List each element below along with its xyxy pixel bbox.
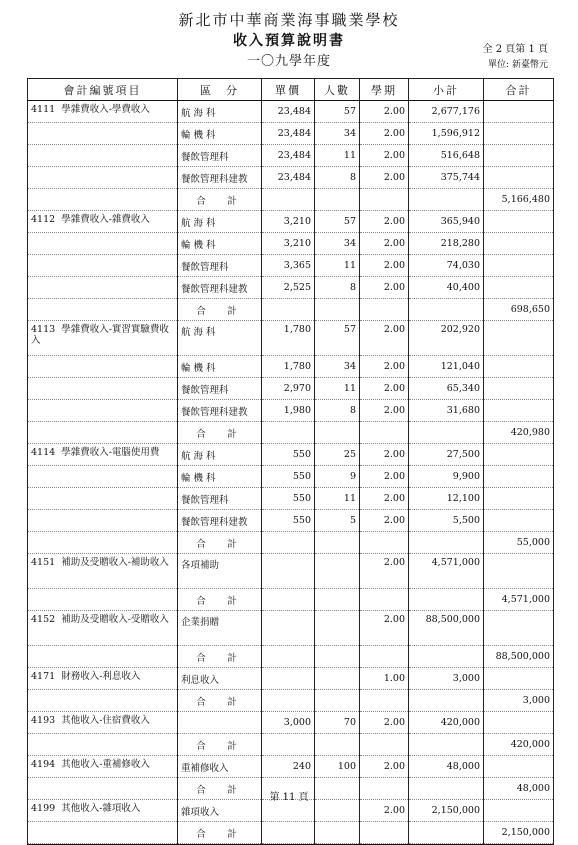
term-cell: 2.00 (360, 145, 409, 167)
subtotal-cell: 1,596,912 (409, 123, 484, 145)
subtotal-cell (409, 690, 484, 712)
total-cell: 55,000 (484, 532, 554, 554)
total-cell (484, 277, 554, 299)
term-cell: 1.00 (360, 668, 409, 690)
count-cell (315, 646, 360, 668)
item-cell (28, 277, 178, 299)
unit-price-cell (262, 299, 315, 321)
empty-filler-row (28, 844, 554, 845)
count-cell: 8 (315, 277, 360, 299)
category-cell: 重補修收入 (178, 756, 262, 778)
count-cell: 34 (315, 233, 360, 255)
item-cell (28, 233, 178, 255)
table-row (28, 255, 554, 277)
category-cell: 合 計 (178, 734, 262, 756)
term-cell: 2.00 (360, 101, 409, 123)
count-cell (315, 422, 360, 444)
unit-price-cell (262, 690, 315, 712)
table-row (28, 123, 554, 145)
term-cell (360, 734, 409, 756)
category-cell: 輪 機 科 (178, 466, 262, 488)
category-cell: 餐飲管理科 (178, 255, 262, 277)
term-cell: 2.00 (360, 233, 409, 255)
item-cell (28, 123, 178, 145)
category-cell: 合 計 (178, 646, 262, 668)
table-row (28, 277, 554, 299)
col-header-item: 會計編號項目 (28, 79, 178, 101)
item-cell (28, 466, 178, 488)
count-cell: 25 (315, 444, 360, 466)
total-cell (484, 123, 554, 145)
category-cell (178, 712, 262, 734)
col-header-unit-price: 單價 (262, 79, 315, 101)
subtotal-cell (409, 532, 484, 554)
item-cell (28, 690, 178, 712)
total-cell (484, 668, 554, 690)
count-cell (315, 734, 360, 756)
category-cell: 合 計 (178, 299, 262, 321)
category-cell: 輪 機 科 (178, 233, 262, 255)
total-cell (484, 444, 554, 466)
subtotal-cell: 365,940 (409, 211, 484, 233)
count-cell (315, 299, 360, 321)
subtotal-cell: 9,900 (409, 466, 484, 488)
summary-row (28, 822, 554, 844)
term-cell: 2.00 (360, 488, 409, 510)
count-cell: 9 (315, 466, 360, 488)
count-cell: 34 (315, 356, 360, 378)
total-cell (484, 611, 554, 646)
count-cell: 57 (315, 101, 360, 123)
unit-price-cell: 2,525 (262, 277, 315, 299)
category-cell: 企業捐贈 (178, 611, 262, 646)
unit-price-cell (262, 532, 315, 554)
item-cell (28, 532, 178, 554)
subtotal-cell: 516,648 (409, 145, 484, 167)
unit-price-cell: 550 (262, 444, 315, 466)
summary-row (28, 422, 554, 444)
unit-price-cell: 3,000 (262, 712, 315, 734)
unit-price-cell: 23,484 (262, 101, 315, 123)
total-cell (484, 101, 554, 123)
category-cell: 合 計 (178, 690, 262, 712)
term-cell (360, 299, 409, 321)
subtotal-cell: 375,744 (409, 167, 484, 189)
item-cell (28, 378, 178, 400)
total-cell (484, 554, 554, 589)
category-cell: 餐飲管理科建教 (178, 400, 262, 422)
total-cell (484, 466, 554, 488)
count-cell (315, 554, 360, 589)
summary-row (28, 189, 554, 211)
term-cell (360, 690, 409, 712)
term-cell (360, 589, 409, 611)
count-cell (315, 690, 360, 712)
subtotal-cell (409, 734, 484, 756)
summary-row (28, 646, 554, 668)
subtotal-cell: 74,030 (409, 255, 484, 277)
subtotal-cell: 40,400 (409, 277, 484, 299)
currency-unit (485, 57, 548, 70)
term-cell: 2.00 (360, 277, 409, 299)
unit-price-cell (262, 422, 315, 444)
total-cell: 5,166,480 (484, 189, 554, 211)
item-cell (28, 422, 178, 444)
unit-price-cell: 23,484 (262, 145, 315, 167)
col-header-total: 合計 (484, 79, 554, 101)
total-cell (484, 712, 554, 734)
category-cell: 餐飲管理科建教 (178, 277, 262, 299)
summary-row (28, 589, 554, 611)
item-cell (28, 589, 178, 611)
unit-price-cell (262, 822, 315, 844)
item-cell (28, 510, 178, 532)
unit-price-cell (262, 611, 315, 646)
empty-cell (484, 844, 554, 845)
category-cell: 雜項收入 (178, 800, 262, 822)
account-item: 學雜費收入-電腦使用費 (61, 447, 160, 458)
subtotal-cell (409, 189, 484, 211)
term-cell (360, 532, 409, 554)
unit-price-cell (262, 189, 315, 211)
table-row (28, 233, 554, 255)
total-cell (484, 488, 554, 510)
page-number: 第 11 頁 (269, 792, 309, 803)
unit-price-cell (262, 554, 315, 589)
item-cell (28, 756, 178, 778)
unit-price-cell: 1,980 (262, 400, 315, 422)
total-cell (484, 356, 554, 378)
subtotal-cell: 65,340 (409, 378, 484, 400)
account-code: 4113 (31, 324, 56, 335)
term-cell: 2.00 (360, 611, 409, 646)
item-cell (28, 668, 178, 690)
table-row (28, 712, 554, 734)
item-cell (28, 356, 178, 378)
term-cell: 2.00 (360, 510, 409, 532)
count-cell: 70 (315, 712, 360, 734)
school-name: 新北市中華商業海事職業學校 (178, 11, 400, 29)
item-cell (28, 444, 178, 466)
account-code: 4112 (31, 214, 56, 225)
item-cell (28, 321, 178, 356)
budget-table (27, 78, 554, 845)
category-cell: 餐飲管理科 (178, 378, 262, 400)
term-cell: 2.00 (360, 554, 409, 589)
subtotal-cell (409, 646, 484, 668)
term-cell: 2.00 (360, 400, 409, 422)
item-cell (28, 488, 178, 510)
item-cell (28, 400, 178, 422)
term-cell: 2.00 (360, 321, 409, 356)
subtotal-cell (409, 822, 484, 844)
total-cell: 420,000 (484, 734, 554, 756)
item-cell (28, 211, 178, 233)
category-cell: 餐飲管理科 (178, 488, 262, 510)
count-cell (315, 611, 360, 646)
unit-price-cell: 1,780 (262, 356, 315, 378)
subtotal-cell: 202,920 (409, 321, 484, 356)
table-body (28, 101, 554, 845)
unit-price-cell: 240 (262, 756, 315, 778)
account-code: 4114 (31, 447, 56, 458)
subtotal-cell: 121,040 (409, 356, 484, 378)
table-row (28, 211, 554, 233)
subtotal-cell: 48,000 (409, 756, 484, 778)
unit-price-cell: 550 (262, 510, 315, 532)
total-cell: 3,000 (484, 690, 554, 712)
category-cell: 輪 機 科 (178, 123, 262, 145)
empty-cell (315, 844, 360, 845)
subtotal-cell: 4,571,000 (409, 554, 484, 589)
total-cell: 698,650 (484, 299, 554, 321)
category-cell: 餐飲管理科 (178, 145, 262, 167)
count-cell: 8 (315, 167, 360, 189)
category-cell: 航 海 科 (178, 101, 262, 123)
table-header-row (28, 79, 554, 101)
table-row (28, 668, 554, 690)
subtotal-cell: 88,500,000 (409, 611, 484, 646)
term-cell: 2.00 (360, 378, 409, 400)
subtotal-cell: 12,100 (409, 488, 484, 510)
unit-price-cell (262, 734, 315, 756)
subtotal-cell (409, 299, 484, 321)
account-item: 其他收入-雜項收入 (61, 803, 141, 814)
unit-price-cell: 2,970 (262, 378, 315, 400)
document-title: 收入預算說明書 (233, 33, 345, 49)
subtotal-cell: 2,677,176 (409, 101, 484, 123)
table-row (28, 167, 554, 189)
item-cell (28, 101, 178, 123)
account-code: 4193 (31, 715, 56, 726)
table-row (28, 321, 554, 356)
item-cell (28, 611, 178, 646)
table-row (28, 756, 554, 778)
term-cell: 2.00 (360, 123, 409, 145)
col-header-term: 學期 (360, 79, 409, 101)
account-item: 補助及受贈收入-受贈收入 (61, 614, 169, 625)
term-cell: 2.00 (360, 712, 409, 734)
empty-cell (28, 844, 178, 845)
term-cell (360, 422, 409, 444)
count-cell (315, 532, 360, 554)
table-row (28, 488, 554, 510)
item-cell (28, 255, 178, 277)
term-cell: 2.00 (360, 167, 409, 189)
total-cell: 2,150,000 (484, 822, 554, 844)
currency-unit-label: 單位: (487, 60, 509, 70)
table-row (28, 554, 554, 589)
category-cell: 合 計 (178, 532, 262, 554)
subtotal-cell: 2,150,000 (409, 800, 484, 822)
count-cell (315, 189, 360, 211)
unit-price-cell: 3,210 (262, 233, 315, 255)
table-row (28, 378, 554, 400)
total-cell (484, 167, 554, 189)
account-item: 學雜費收入-學費收入 (61, 104, 150, 115)
item-cell (28, 145, 178, 167)
total-cell: 420,980 (484, 422, 554, 444)
category-cell: 各項補助 (178, 554, 262, 589)
table-row (28, 145, 554, 167)
table-row (28, 611, 554, 646)
term-cell: 2.00 (360, 444, 409, 466)
item-cell (28, 167, 178, 189)
summary-row (28, 690, 554, 712)
unit-price-cell: 23,484 (262, 167, 315, 189)
total-cell (484, 211, 554, 233)
col-header-category: 區 分 (178, 79, 262, 101)
table-row (28, 101, 554, 123)
count-cell: 57 (315, 321, 360, 356)
category-cell: 餐飲管理科建教 (178, 167, 262, 189)
category-cell: 輪 機 科 (178, 356, 262, 378)
summary-row (28, 532, 554, 554)
count-cell: 57 (315, 211, 360, 233)
empty-cell (409, 844, 484, 845)
table-row (28, 356, 554, 378)
term-cell: 2.00 (360, 800, 409, 822)
total-cell: 48,000 (484, 778, 554, 800)
count-cell: 8 (315, 400, 360, 422)
item-cell (28, 554, 178, 589)
term-cell: 2.00 (360, 466, 409, 488)
category-cell: 合 計 (178, 822, 262, 844)
item-cell (28, 299, 178, 321)
category-cell: 合 計 (178, 422, 262, 444)
account-code: 4171 (31, 671, 56, 682)
count-cell: 5 (315, 510, 360, 532)
col-header-subtotal: 小計 (409, 79, 484, 101)
term-cell (360, 646, 409, 668)
unit-price-cell: 550 (262, 488, 315, 510)
currency-unit-value: 新臺幣元 (511, 60, 548, 70)
unit-price-cell: 23,484 (262, 123, 315, 145)
page-info: 全 2 頁第 1 頁 (482, 44, 548, 55)
total-cell (484, 756, 554, 778)
subtotal-cell: 31,680 (409, 400, 484, 422)
count-cell: 11 (315, 378, 360, 400)
academic-year: 一〇九學年度 (246, 54, 331, 69)
item-cell (28, 646, 178, 668)
subtotal-cell: 27,500 (409, 444, 484, 466)
item-cell (28, 734, 178, 756)
term-cell: 2.00 (360, 356, 409, 378)
account-item: 補助及受贈收入-補助收入 (61, 557, 169, 568)
total-cell: 4,571,000 (484, 589, 554, 611)
total-cell (484, 510, 554, 532)
total-cell (484, 233, 554, 255)
table-row (28, 466, 554, 488)
category-cell: 利息收入 (178, 668, 262, 690)
total-cell (484, 400, 554, 422)
total-cell (484, 378, 554, 400)
count-cell (315, 822, 360, 844)
category-cell: 航 海 科 (178, 321, 262, 356)
term-cell (360, 189, 409, 211)
summary-row (28, 734, 554, 756)
category-cell: 合 計 (178, 778, 262, 800)
unit-price-cell: 550 (262, 466, 315, 488)
count-cell: 11 (315, 488, 360, 510)
count-cell: 34 (315, 123, 360, 145)
total-cell: 88,500,000 (484, 646, 554, 668)
count-cell: 11 (315, 145, 360, 167)
table-row (28, 400, 554, 422)
item-cell (28, 189, 178, 211)
term-cell: 2.00 (360, 211, 409, 233)
account-code: 4199 (31, 803, 56, 814)
subtotal-cell: 218,280 (409, 233, 484, 255)
count-cell: 100 (315, 756, 360, 778)
account-code: 4152 (31, 614, 56, 625)
item-cell (28, 822, 178, 844)
unit-price-cell (262, 646, 315, 668)
total-cell (484, 321, 554, 356)
category-cell: 航 海 科 (178, 211, 262, 233)
empty-cell (262, 844, 315, 845)
term-cell: 2.00 (360, 255, 409, 277)
empty-cell (360, 844, 409, 845)
category-cell: 合 計 (178, 189, 262, 211)
account-code: 4151 (31, 557, 56, 568)
account-item: 學雜費收入-雜費收入 (61, 214, 150, 225)
account-item: 其他收入-重補修收入 (61, 759, 150, 770)
unit-price-cell: 3,210 (262, 211, 315, 233)
subtotal-cell: 5,500 (409, 510, 484, 532)
term-cell (360, 822, 409, 844)
term-cell: 2.00 (360, 756, 409, 778)
subtotal-cell (409, 422, 484, 444)
table-row (28, 510, 554, 532)
subtotal-cell: 420,000 (409, 712, 484, 734)
col-header-count: 人數 (315, 79, 360, 101)
category-cell: 航 海 科 (178, 444, 262, 466)
unit-price-cell: 1,780 (262, 321, 315, 356)
summary-row (28, 299, 554, 321)
unit-price-cell (262, 668, 315, 690)
account-item: 其他收入-住宿費收入 (61, 715, 150, 726)
category-cell: 餐飲管理科建教 (178, 510, 262, 532)
unit-price-cell: 3,365 (262, 255, 315, 277)
account-item: 學雜費收入-實習實驗費收入 (31, 324, 169, 346)
empty-cell (178, 844, 262, 845)
table-row (28, 444, 554, 466)
subtotal-cell (409, 589, 484, 611)
subtotal-cell: 3,000 (409, 668, 484, 690)
count-cell (315, 589, 360, 611)
item-cell (28, 712, 178, 734)
total-cell (484, 145, 554, 167)
account-code: 4194 (31, 759, 56, 770)
category-cell: 合 計 (178, 589, 262, 611)
account-item: 財務收入-利息收入 (61, 671, 141, 682)
unit-price-cell (262, 589, 315, 611)
account-code: 4111 (31, 104, 56, 115)
count-cell (315, 668, 360, 690)
count-cell: 11 (315, 255, 360, 277)
total-cell (484, 255, 554, 277)
